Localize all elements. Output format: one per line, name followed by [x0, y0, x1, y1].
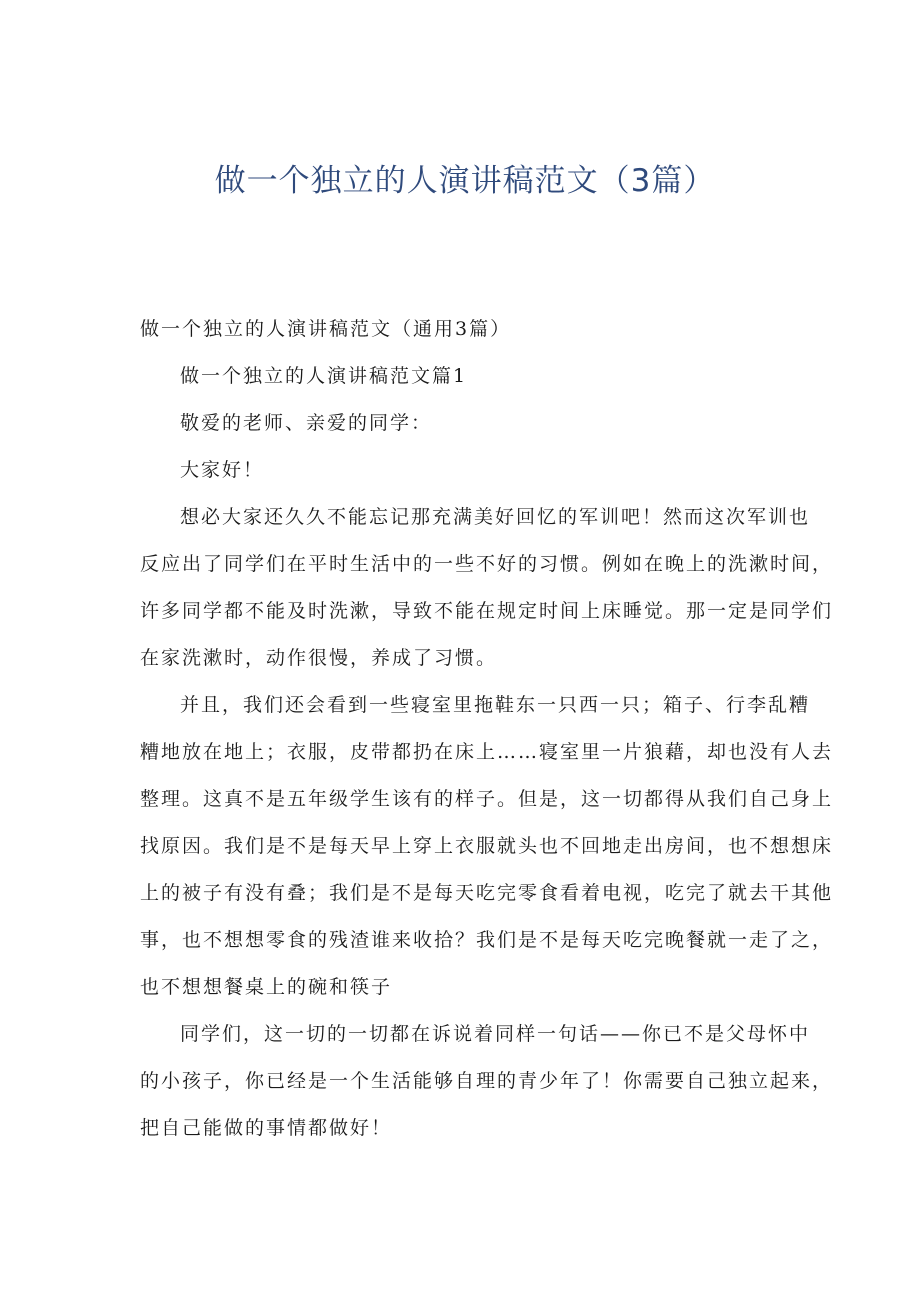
paragraph-line: 的小孩子，你已经是一个生活能够自理的青少年了！你需要自己独立起来， — [140, 1070, 834, 1092]
paragraph-line: 把自己能做的事情都做好！ — [140, 1117, 393, 1139]
paragraph-line: 许多同学都不能及时洗漱，导致不能在规定时间上床睡觉。那一定是同学们 — [140, 600, 834, 622]
paragraph-line: 也不想想餐桌上的碗和筷子 — [140, 976, 393, 998]
paragraph-line: 反应出了同学们在平时生活中的一些不好的习惯。例如在晚上的洗漱时间， — [140, 553, 834, 575]
paragraph-line: 同学们，这一切的一切都在诉说着同样一句话——你已不是父母怀中 — [180, 1023, 811, 1045]
paragraph-line: 并且，我们还会看到一些寝室里拖鞋东一只西一只；箱子、行李乱糟 — [180, 694, 811, 716]
salutation: 敬爱的老师、亲爱的同学： — [180, 412, 433, 434]
paragraph-line: 上的被子有没有叠；我们是不是每天吃完零食看着电视，吃完了就去干其他 — [140, 882, 834, 904]
paragraph-line: 整理。这真不是五年级学生该有的样子。但是，这一切都得从我们自己身上 — [140, 788, 834, 810]
document-body — [140, 306, 834, 1152]
paragraph-line: 糟地放在地上；衣服，皮带都扔在床上……寝室里一片狼藉，却也没有人去 — [140, 741, 834, 763]
document-subtitle: 做一个独立的人演讲稿范文（通用3篇） — [140, 318, 512, 340]
paragraph-1 — [140, 494, 834, 682]
section-heading: 做一个独立的人演讲稿范文篇1 — [180, 365, 468, 387]
paragraph-line: 想必大家还久久不能忘记那充满美好回忆的军训吧！然而这次军训也 — [180, 506, 811, 528]
paragraph-2 — [140, 682, 834, 1011]
document-title: 做一个独立的人演讲稿范文（3篇） — [214, 163, 716, 199]
paragraph-line: 在家洗漱时，动作很慢，养成了习惯。 — [140, 647, 498, 669]
paragraph-line: 找原因。我们是不是每天早上穿上衣服就头也不回地走出房间，也不想想床 — [140, 835, 834, 857]
paragraph-line: 事，也不想想零食的残渣谁来收拾？我们是不是每天吃完晚餐就一走了之， — [140, 929, 834, 951]
paragraph-3 — [140, 1011, 834, 1152]
greeting: 大家好！ — [180, 459, 265, 481]
